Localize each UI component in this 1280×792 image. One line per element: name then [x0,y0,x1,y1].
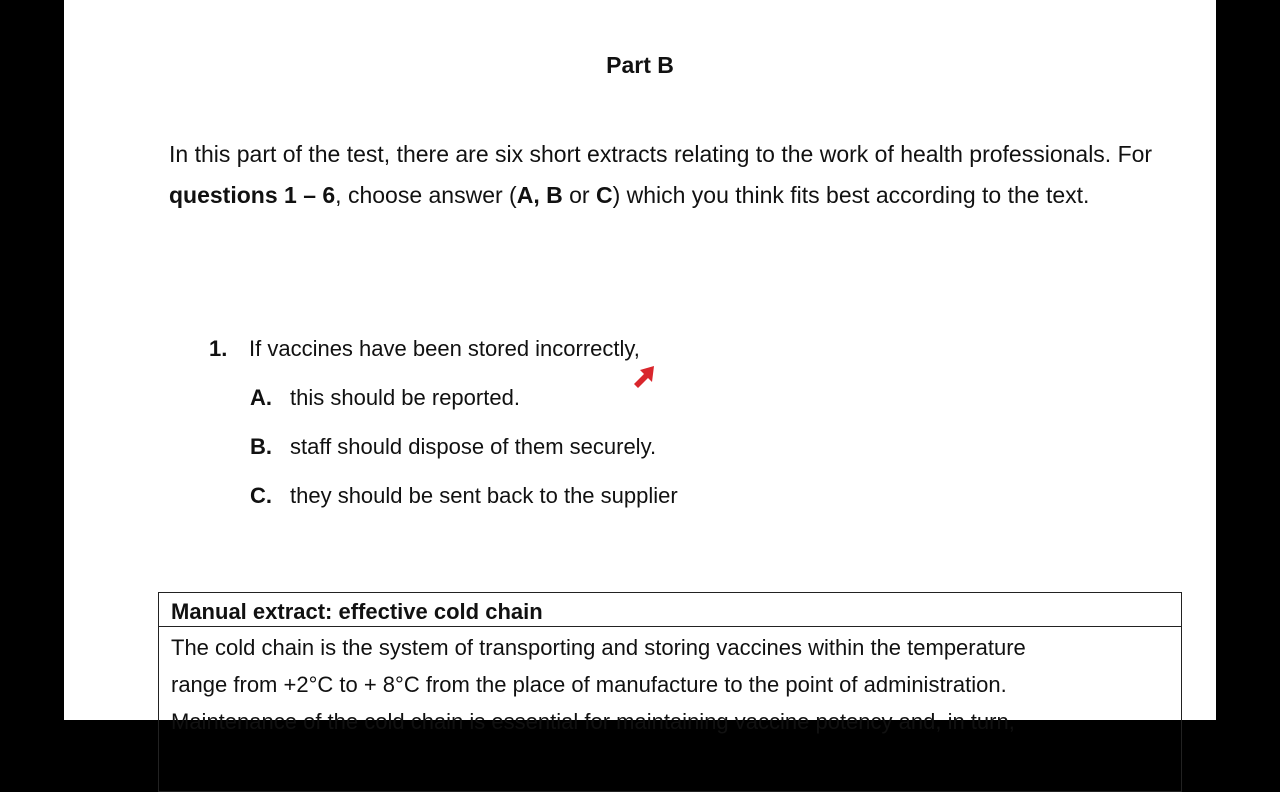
extract-body [159,627,1181,740]
intro-text-2: , choose answer ( [335,182,517,208]
option-a[interactable] [250,385,520,411]
extract-line: range from +2°C to + 8°C from the place of manufacture to the point of administration. [171,672,1007,697]
question-number: 1. [209,336,228,361]
instructions-paragraph [169,134,1179,216]
intro-bold-c: C [595,182,613,208]
extract-line: Maintenance of the cold chain is essential for maintaining vaccine potency and, in turn, [171,709,1015,734]
option-text: they should be sent back to the supplier [290,483,678,508]
intro-bold-ab: A, B [516,182,563,208]
intro-text-4: ) which you think fits best according to the text. [612,182,1090,208]
question-stem: If vaccines have been stored incorrectly, [249,336,640,361]
document-page [64,0,1216,734]
option-letter: B. [250,434,272,459]
option-text: staff should dispose of them securely. [290,434,657,459]
question-1 [209,336,640,362]
intro-text-1: In this part of the test, there are six short extracts relating to the work of health professionals. For [169,141,1153,167]
extract-title: Manual extract: effective cold chain [159,593,1181,627]
page-title: Part B [606,52,674,78]
option-text: this should be reported. [290,385,520,410]
intro-bold-questions: questions 1 – 6 [169,182,336,208]
option-letter: C. [250,483,272,508]
option-c[interactable] [250,483,678,509]
extract-line: The cold chain is the system of transporting and storing vaccines within the temperature [171,635,1026,660]
option-letter: A. [250,385,272,410]
pointer-arrow-icon [630,364,656,390]
extract-box [158,592,1182,792]
intro-text-3: or [562,182,596,208]
option-b[interactable] [250,434,656,460]
